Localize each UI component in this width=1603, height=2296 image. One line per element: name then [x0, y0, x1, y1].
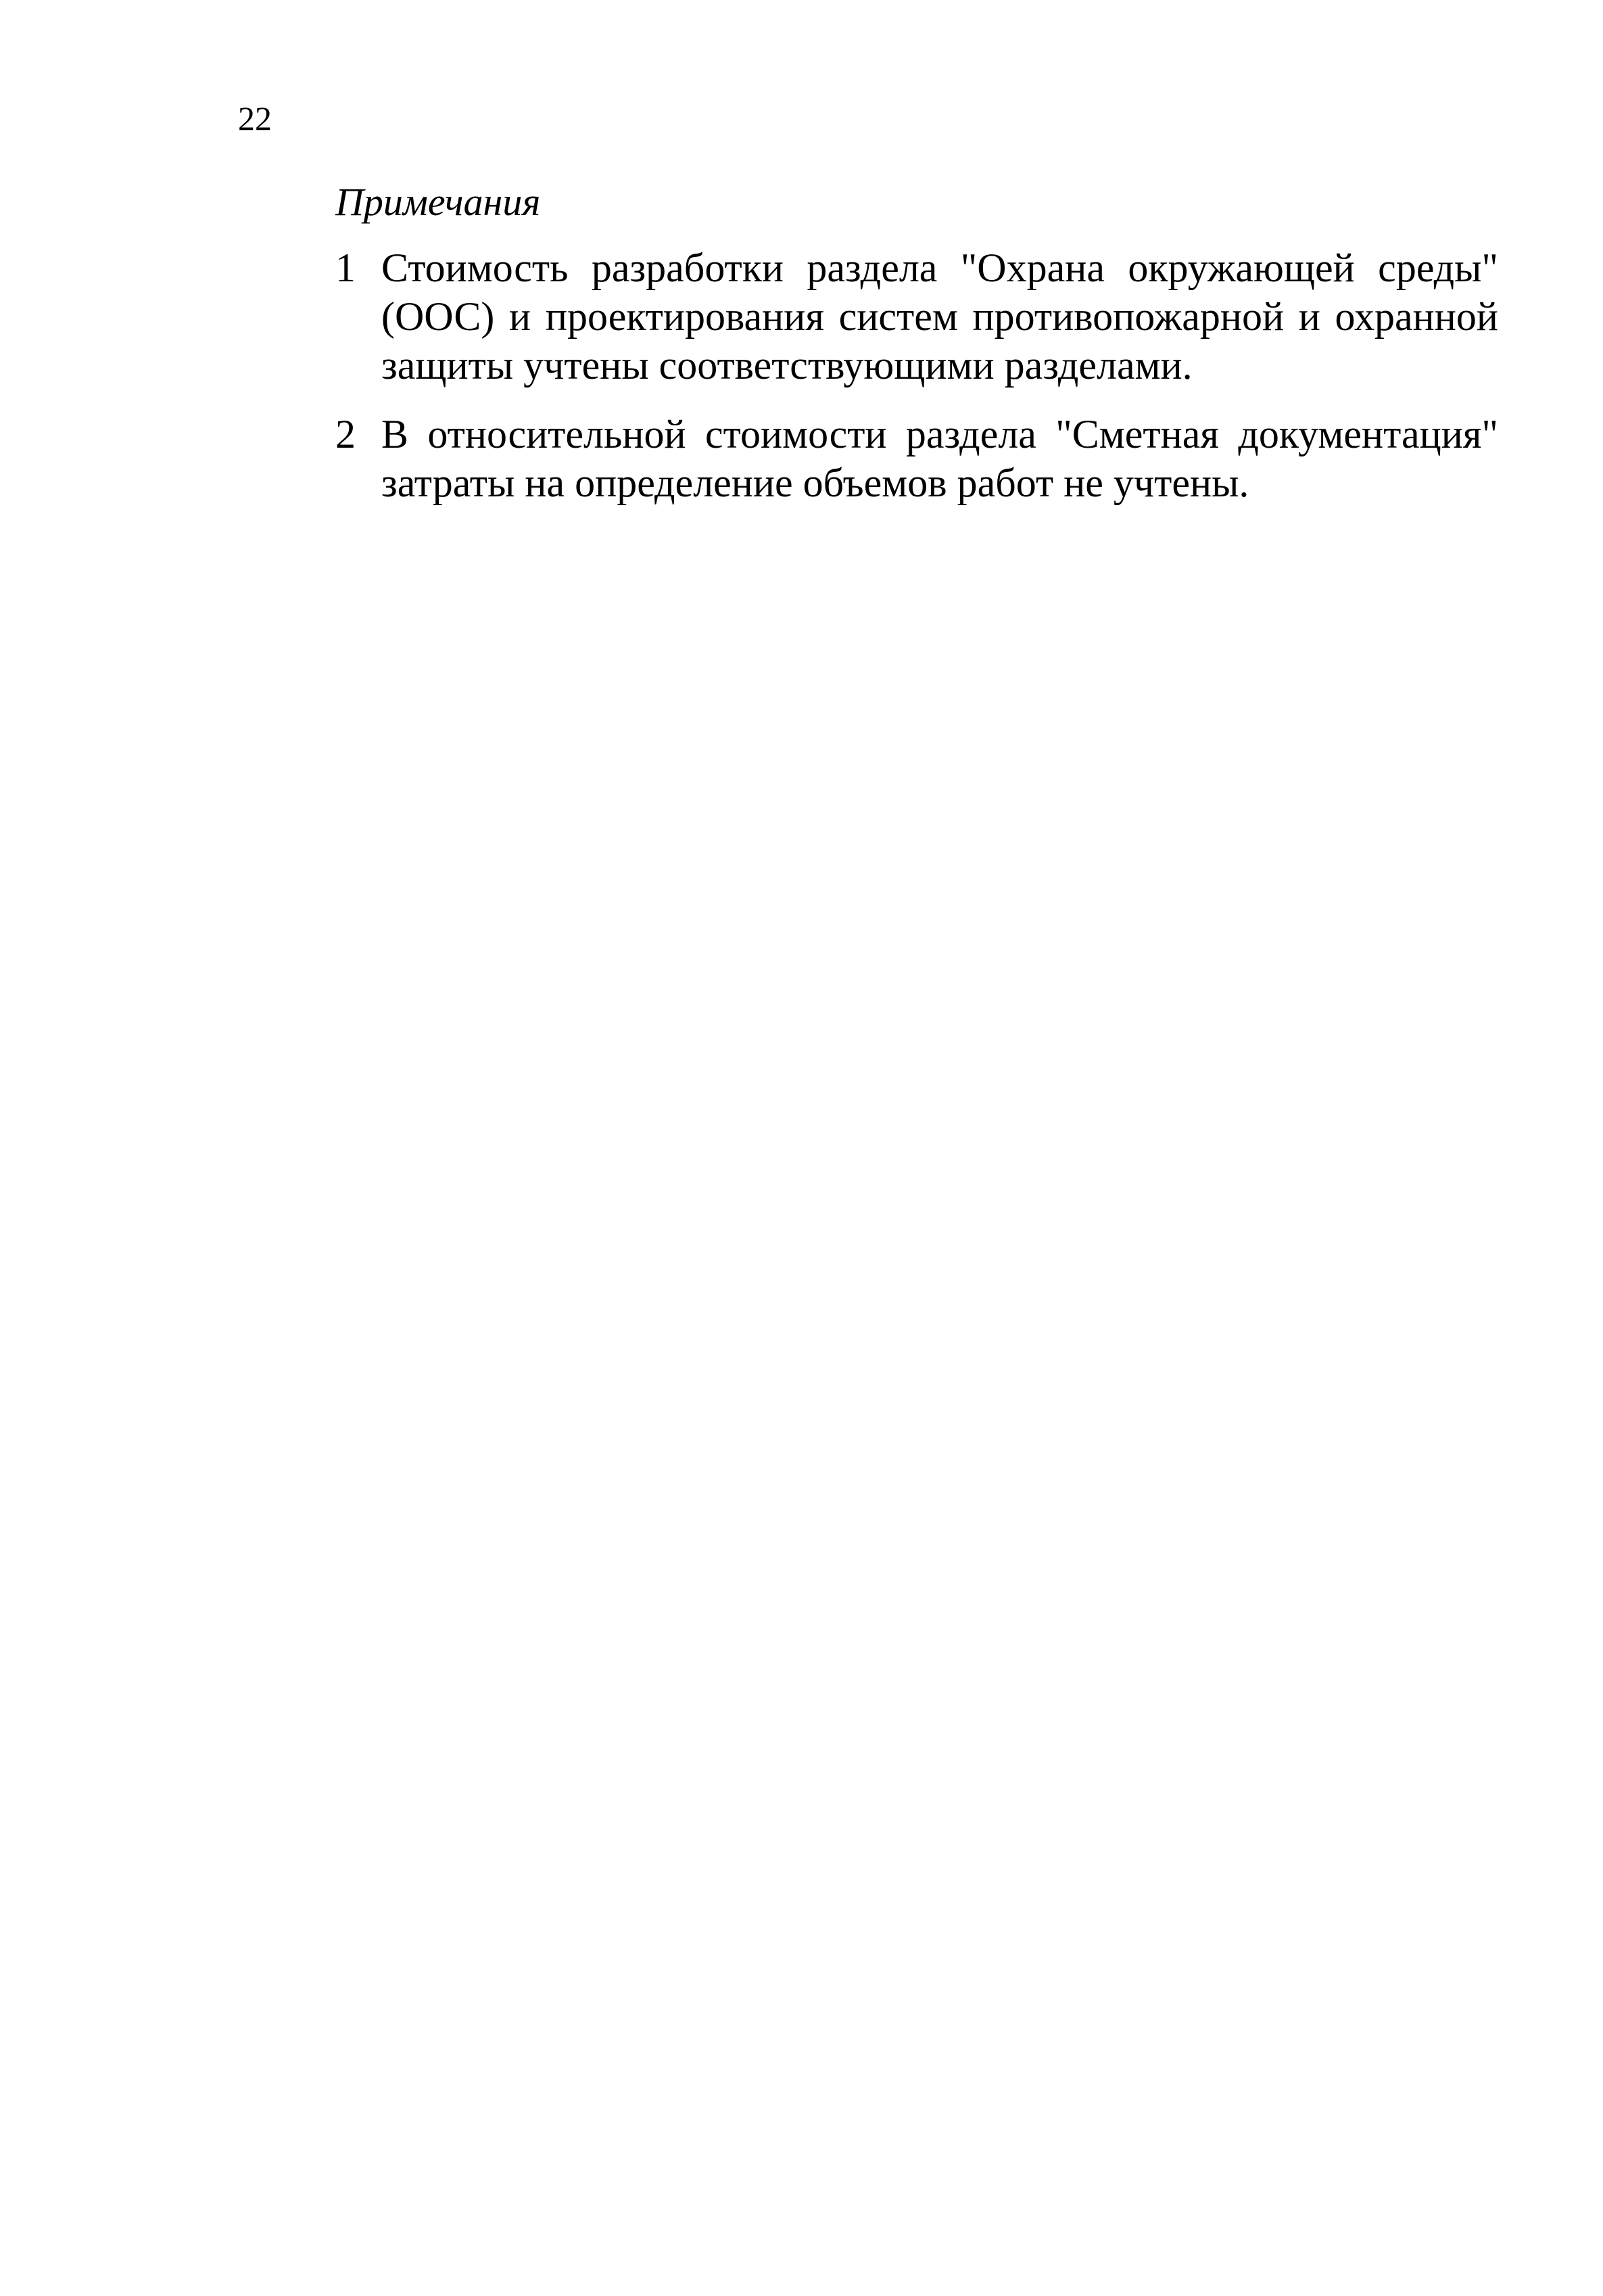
- note-number: 1: [335, 245, 356, 290]
- note-item-2: [335, 410, 1498, 507]
- notes-heading: Примечания: [335, 180, 541, 224]
- note-text: Стоимость разработки раздела "Охрана окружающей среды" (ООС) и проектирования систем противопожарной и охранной защиты учтены соответствующими разделами.: [381, 245, 1498, 388]
- note-item-1: [335, 243, 1498, 390]
- note-number: 2: [335, 412, 356, 456]
- note-text: В относительной стоимости раздела "Сметная документация" затраты на определение объемов работ не учтены.: [381, 412, 1498, 505]
- page-number: 22: [238, 99, 272, 137]
- notes-list: [335, 243, 1498, 528]
